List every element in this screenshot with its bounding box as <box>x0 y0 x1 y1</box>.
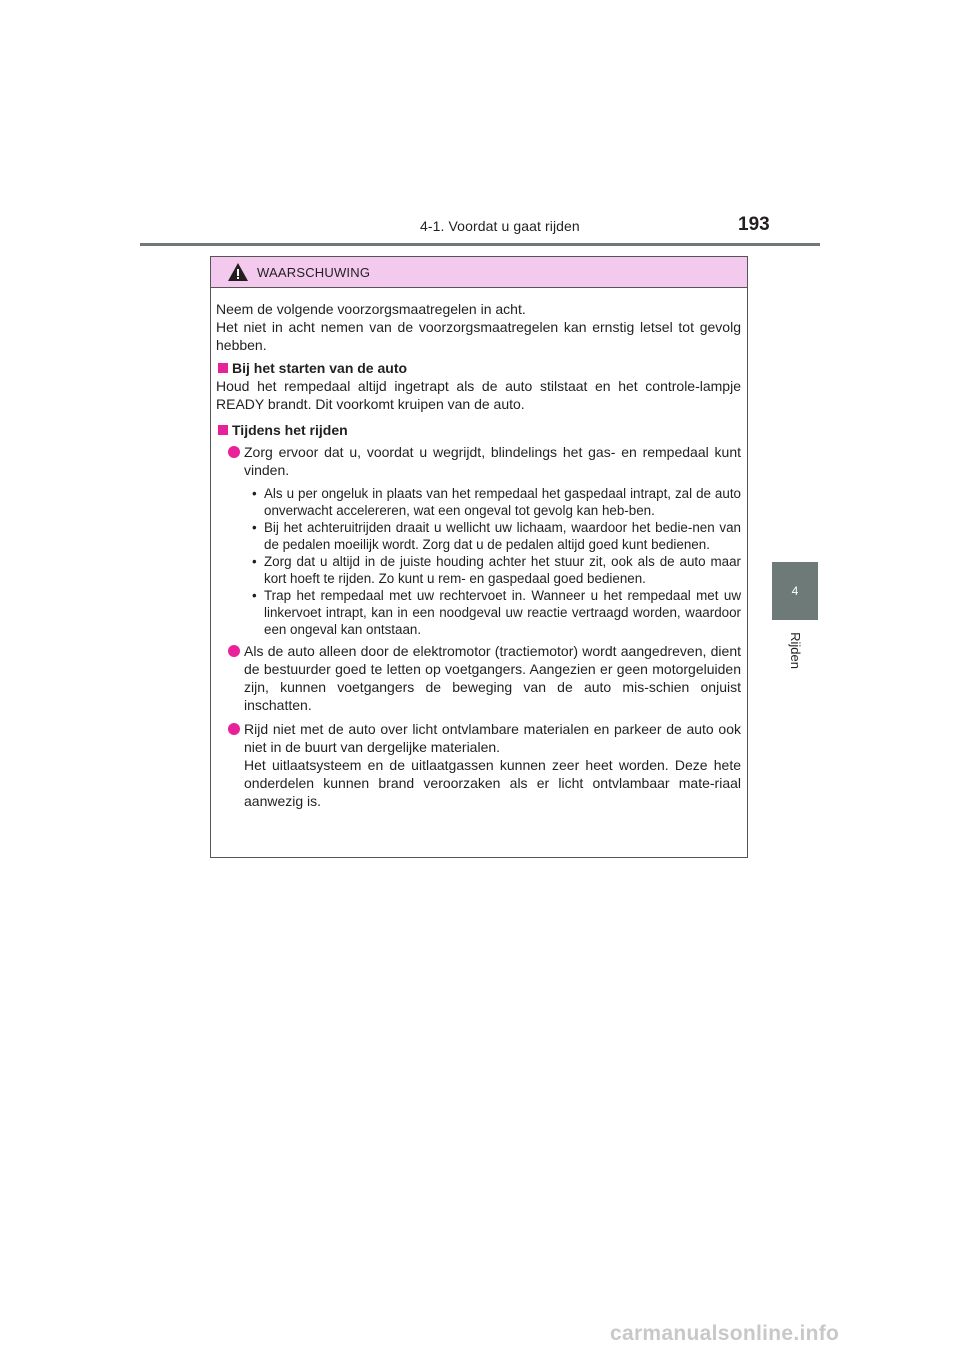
section-heading-driving <box>216 421 741 439</box>
dot-bullet-icon: • <box>252 554 257 569</box>
sub-bullet-text: Als u per ongeluk in plaats van het rempedaal het gaspedaal intrapt, zal de auto onverwacht accelereren, wat een ongeval tot gevolg kan heb-ben. <box>264 486 741 518</box>
dot-bullet-icon: • <box>252 486 257 501</box>
chapter-tab-label <box>772 620 818 680</box>
list-item-text <box>244 720 741 810</box>
sub-bullet-item <box>252 553 741 587</box>
sub-bullet-item <box>252 519 741 553</box>
circle-bullet-icon <box>228 723 240 735</box>
warning-body <box>211 288 747 810</box>
chapter-label-text: Rijden <box>787 631 803 669</box>
dot-bullet-icon: • <box>252 588 257 603</box>
square-bullet-icon <box>218 363 228 373</box>
warning-intro-2: Het niet in acht nemen van de voorzorgsmaatregelen kan ernstig letsel tot gevolg hebben. <box>216 319 741 353</box>
warning-box <box>210 256 748 858</box>
list-item <box>228 720 741 810</box>
page-number: 193 <box>738 214 770 235</box>
sub-bullet-item <box>252 485 741 519</box>
warning-title: WAARSCHUWING <box>257 264 371 280</box>
square-bullet-icon <box>218 425 228 435</box>
circle-bullet-icon <box>228 446 240 458</box>
section-heading-starting <box>216 359 741 377</box>
header-divider <box>140 243 820 246</box>
list-item-text: Zorg ervoor dat u, voordat u wegrijdt, blindelings het gas- en rempedaal kunt vinden. <box>244 444 741 478</box>
list-item-text-part-2: Het uitlaatsysteem en de uitlaatgassen kunnen zeer heet worden. Deze hete onderdelen kunnen brand veroorzaken als er licht ontvlambaar mate-riaal aanwezig is. <box>244 757 741 809</box>
watermark: carmanualsonline.info <box>610 1322 840 1345</box>
chapter-tab-number: 4 <box>772 562 818 620</box>
sub-bullet-list <box>252 485 741 638</box>
sub-bullet-text: Trap het rempedaal met uw rechtervoet in. Wanneer u het rempedaal met uw linkervoet intrapt, kan in een noodgeval uw reactie vertraagd worden, waardoor een ongeval kan ontstaan. <box>264 588 741 637</box>
dot-bullet-icon: • <box>252 520 257 535</box>
sub-bullet-item <box>252 587 741 638</box>
warning-header <box>211 257 747 288</box>
list-item-text: Als de auto alleen door de elektromotor (tractiemotor) wordt aangedreven, dient de bestuurder goed te letten op voetgangers. Aangezien er geen motorgeluiden zijn, kunnen voetgangers de beweging van de auto mis-schien onjuist inschatten. <box>244 643 741 713</box>
sub-bullet-text: Bij het achteruitrijden draait u wellicht uw lichaam, waardoor het bedie-nen van de pedalen moeilijk wordt. Zorg dat u de pedalen altijd goed kunt bedienen. <box>264 520 741 552</box>
list-item-text-part-1: Rijd niet met de auto over licht ontvlambare materialen en parkeer de auto ook niet in de buurt van dergelijke materialen. <box>244 721 741 755</box>
section-heading-text: Bij het starten van de auto <box>232 360 408 376</box>
sub-bullet-text: Zorg dat u altijd in de juiste houding achter het stuur zit, ook als de auto maar kort hoeft te rijden. Zo kunt u rem- en gaspedaal goed bedienen. <box>264 554 741 586</box>
section-title: 4-1. Voordat u gaat rijden <box>420 218 580 234</box>
circle-bullet-icon <box>228 645 240 657</box>
section-heading-text: Tijdens het rijden <box>232 422 348 438</box>
section-text-starting: Houd het rempedaal altijd ingetrapt als de auto stilstaat en het controle-lampje READY brandt. Dit voorkomt kruipen van de auto. <box>216 378 741 412</box>
list-item <box>228 443 741 479</box>
list-item <box>228 642 741 714</box>
warning-triangle-icon <box>227 262 249 282</box>
warning-intro-1: Neem de volgende voorzorgsmaatregelen in acht. <box>216 301 526 317</box>
